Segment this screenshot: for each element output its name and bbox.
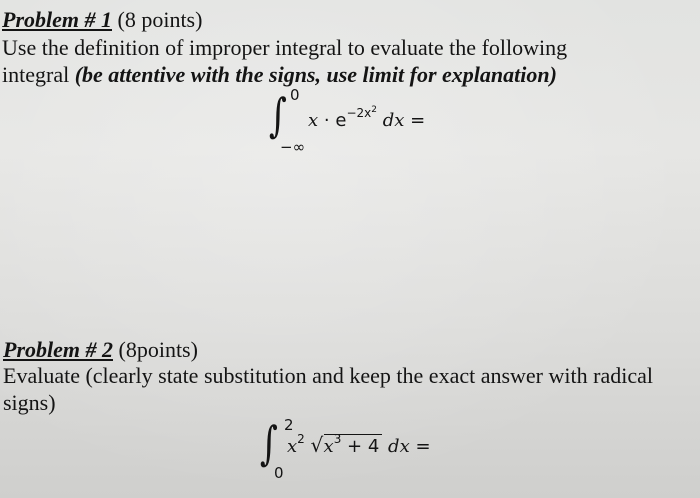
radicand-power: 3	[333, 432, 342, 446]
integrand	[287, 432, 431, 457]
integral-sign: ∫	[268, 88, 287, 142]
differential: dx	[382, 110, 405, 131]
equals-sign: =	[410, 110, 426, 131]
problem2-instruction-line2: signs)	[3, 390, 56, 415]
problem1-instruction-text: integral	[2, 62, 70, 87]
exponent-base: −2x	[346, 106, 372, 120]
differential: dx	[388, 436, 410, 457]
integrand	[308, 105, 426, 131]
integrand-x: x	[308, 110, 319, 131]
problem1-instruction-line2	[2, 63, 557, 87]
integrand-x-power: 2	[297, 432, 305, 446]
problem2-instruction-line1: Evaluate (clearly state substitution and keep the exact answer with radical	[3, 363, 653, 388]
radicand	[324, 434, 383, 457]
upper-limit: 2	[284, 416, 294, 434]
radicand-rest: + 4	[341, 436, 380, 457]
problem1-points: (8 points)	[117, 7, 203, 32]
exponent-power: 2	[371, 105, 377, 115]
integrand-x: x	[287, 436, 298, 457]
integrand-e: e	[335, 110, 347, 131]
problem1-title-line	[2, 8, 202, 32]
radical-sign: √	[310, 433, 324, 457]
equals-sign: =	[415, 436, 431, 457]
multiplication-dot: ·	[323, 110, 330, 131]
exponent	[346, 106, 377, 120]
integral-sign: ∫	[259, 416, 278, 470]
problem1-heading: Problem # 1	[2, 7, 112, 32]
problem2-points: (8points)	[118, 337, 198, 362]
problem2-heading: Problem # 2	[3, 337, 113, 362]
square-root	[310, 432, 383, 457]
radicand-x: x	[323, 436, 334, 457]
lower-limit: 0	[274, 464, 284, 482]
upper-limit: 0	[290, 86, 300, 104]
problem1-instruction-emphasis: (be attentive with the signs, use limit for explanation)	[74, 62, 557, 87]
problem1-instruction-line1: Use the definition of improper integral to evaluate the following	[2, 35, 568, 60]
lower-limit: −∞	[280, 138, 306, 156]
problem2-title-line	[3, 338, 198, 362]
